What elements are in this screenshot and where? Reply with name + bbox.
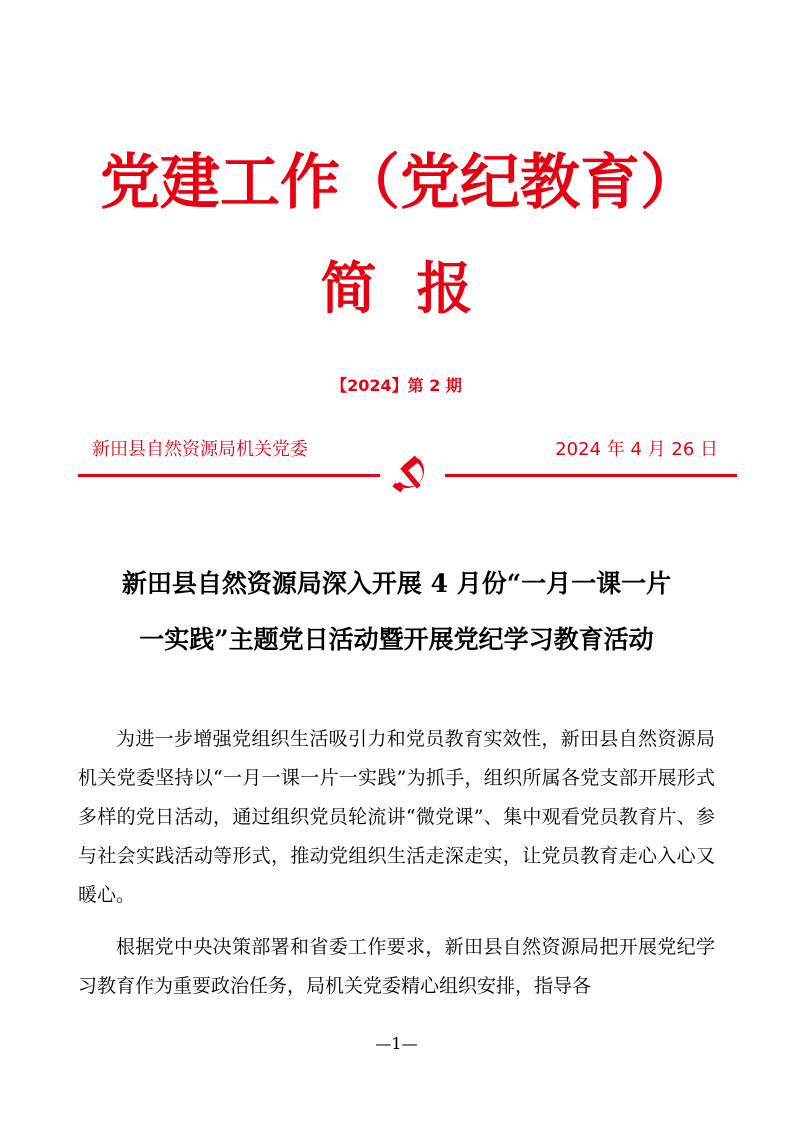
issue-number: 【2024】第 2 期 [331, 376, 462, 395]
body-paragraph-2: 根据党中央决策部署和省委工作要求，新田县自然资源局把开展党纪学习教育作为重要政治任务，局机关党委精心组织安排，指导各 [78, 936, 715, 997]
party-emblem-icon [388, 452, 436, 500]
page-number: —1— [375, 1034, 418, 1053]
article-title-line-1: 新田县自然资源局深入开展 4 月份“一月一课一片 [121, 569, 672, 598]
header-rule-right [445, 474, 737, 477]
body-paragraph-1: 为进一步增强党组织生活吸引力和党员教育实效性，新田县自然资源局机关党委坚持以“一月一课一片一实践”为抓手，组织所属各党支部开展形式多样的党日活动，通过组织党员轮流讲“微党课”、集中观看党员教育片、参与社会实践活动等形式，推动党组织生活走深走实，让党员教育走心入心又暖心。 [78, 728, 715, 906]
masthead-subtitle: 简报 [320, 257, 513, 322]
masthead-title: 党建工作（党纪教育） [100, 148, 700, 218]
publication-date: 2024 年 4 月 26 日 [555, 439, 718, 460]
article-title-line-2: 一实践”主题党日活动暨开展党纪学习教育活动 [139, 625, 654, 654]
header-rule-left [78, 474, 380, 477]
article-title [60, 556, 733, 668]
publisher-name: 新田县自然资源局机关党委 [92, 439, 308, 460]
